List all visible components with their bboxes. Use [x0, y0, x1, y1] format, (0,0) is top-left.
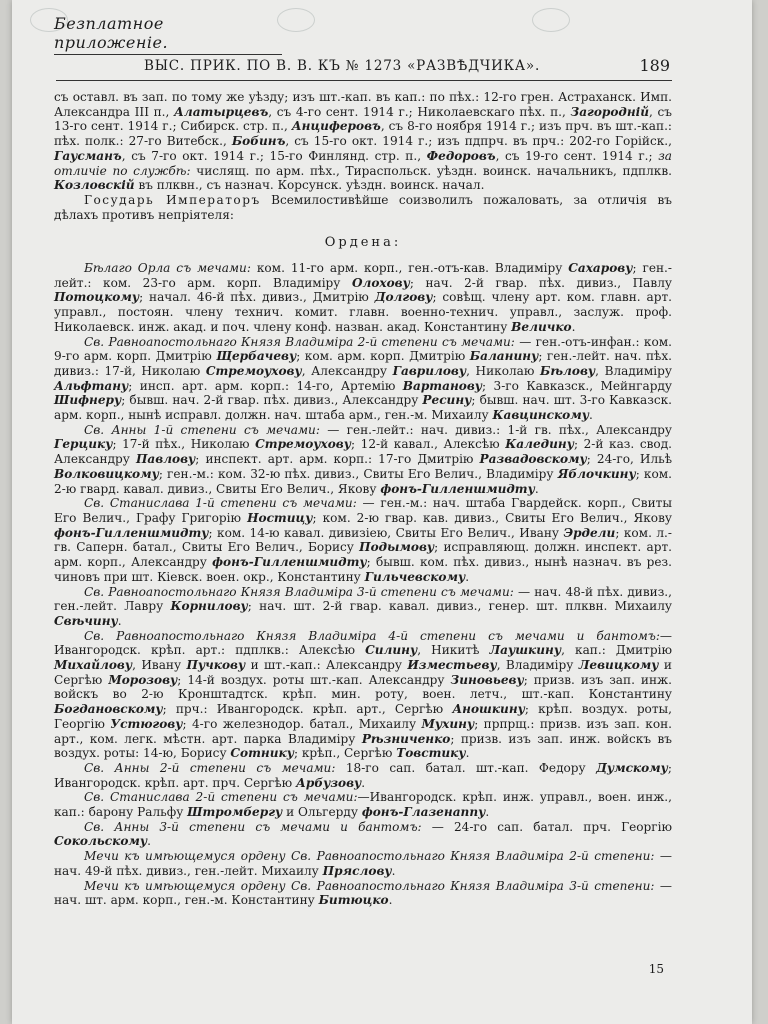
surname-bold: Загородній [570, 104, 650, 119]
surname-bold: Битюцко [318, 893, 389, 908]
text-run: ; ген.-лейт.: ком. 23-го арм. корп. Владимiру [54, 261, 672, 290]
surname-bold: Яблочкину [557, 466, 636, 481]
order-entry [54, 790, 672, 819]
text-run: ; 3-го Кавказск., Мейнгарду [482, 378, 673, 393]
surname-bold: Лаушкину [489, 643, 562, 658]
order-entry [54, 261, 672, 335]
italic-phrase: Св. Равноапостольнаго Князя Владимiра 2-й степени съ мечами: [84, 334, 515, 349]
surname-bold: фонъ-Глазенаппу [361, 805, 486, 820]
surname-bold: Баланину [469, 349, 539, 364]
surname-bold: Ностицу [247, 510, 313, 525]
text-run: . [147, 834, 151, 849]
text-run: . [571, 319, 576, 334]
text-run: и Сергѣю [54, 658, 672, 687]
order-entry [54, 629, 672, 761]
text-run: ; ген.-лейт. нач. пѣх. дивиз.: 17-й, Николаю [54, 349, 672, 378]
text-run: , съ 4-го сент. 1914 г.; Николаевскаго пѣх. п., [268, 104, 571, 119]
order-entry [54, 335, 672, 423]
surname-bold: Силину [365, 643, 418, 658]
surname-bold: Олохову [351, 275, 410, 290]
surname-bold: Михайлову [54, 658, 133, 673]
surname-bold: Щербачеву [216, 349, 297, 364]
surname-bold: Федоровъ [426, 148, 496, 163]
surname-bold: Потоцкому [54, 290, 140, 305]
text-run: . [465, 569, 470, 584]
surname-bold: Ресину [422, 393, 472, 408]
text-run: ком. 11-го арм. корп., ген.-отъ-кав. Владимiру [250, 261, 569, 276]
text-run: ; бывш. ком. пѣх. дивиз., нынѣ назнач. въ рез. чиновъ при шт. Кiевск. воен. окр., Константину [54, 555, 672, 584]
surname-bold: Арбузову [296, 775, 362, 790]
text-run: . [588, 408, 593, 423]
decree-paragraph [54, 193, 672, 222]
text-run: —Ивангородск. крѣп. инж. управл., воен. инж., кап.: барону Ральфу [54, 790, 672, 820]
italic-phrase: Св. Равноапостольнаго Князя Владимiра 3-й степени съ мечами: [84, 584, 514, 599]
italic-phrase: за отличiе по службѣ: [54, 148, 672, 178]
surname-bold: Мухину [421, 716, 475, 731]
surname-bold: Вартанову [402, 378, 483, 393]
italic-phrase: Мечи къ имѣющемуся ордену Св. Равноапостольнаго Князя Владимiра 3-й степени: [84, 878, 655, 893]
text-run: ; бывш. нач. шт. 3-го Кавказск. арм. корп., нынѣ исправл. должн. нач. штаба арм., ген.-м. Михаилу [54, 393, 672, 423]
text-run: . [465, 746, 470, 761]
order-entry [54, 820, 672, 849]
text-run: ; призв. изъ зап. инж. войскъ во 2-ю Кронштадтск. крѣп. мин. роту, воен. летч., шт.-кап. Константину [54, 672, 673, 702]
orders-list [54, 261, 672, 908]
text-run: — нач. 49-й пѣх. дивиз., ген.-лейт. Михаилу [54, 849, 672, 878]
footer-page-number: 15 [648, 962, 664, 976]
surname-bold: Изместьеву [407, 658, 497, 673]
surname-bold: Гаврилову [392, 363, 467, 378]
text-run: — нач. шт. арм. корп., ген.-м. Константину [54, 878, 672, 908]
text-run: ; ком. 2-ю гвар. кав. дивиз., Свиты Его Велич., Якову [312, 510, 672, 525]
library-stamp-mark [277, 8, 315, 32]
text-run: ; нач. шт. 2-й гвар. кавал. дивиз., генер. шт. плквн. Михаилу [247, 599, 672, 614]
surname-bold: Левицкому [578, 658, 659, 673]
text-run: , Александру [301, 363, 393, 378]
surname-bold: Морозову [108, 672, 178, 687]
italic-phrase: Св. Анны 1-й степени съ мечами: [84, 422, 320, 437]
text-run: ; ген.-м.: ком. 32-ю пѣх. дивиз., Свиты Его Велич., Владимiру [158, 466, 558, 481]
order-entry [54, 761, 672, 790]
text-run: ; бывш. нач. 2-й гвар. пѣх. дивиз., Александру [121, 393, 423, 408]
text-run: . [391, 863, 396, 878]
surname-bold: Герцику [54, 437, 113, 452]
surname-bold: Кавцинскому [492, 408, 589, 423]
text-run: ; исправляющ. должн. инспект. арт. арм. корп., Александру [54, 540, 672, 570]
header-rule [56, 80, 672, 81]
surname-bold: Стремоухову [255, 437, 351, 452]
text-run: ; 2-й каз. свод. Александру [54, 437, 672, 467]
surname-bold: Каледину [505, 437, 574, 452]
text-run: ; инсп. арт. арм. корп.: 14-го, Артемiю [128, 378, 403, 393]
text-run: , Николаю [466, 363, 541, 378]
text-run: въ плквн., съ назнач. Корсунск. уѣздн. воинск. начал. [134, 178, 485, 193]
text-run: ; крѣп. воздух. роты, Георгiю [54, 702, 672, 731]
text-run: 18-го сап. батал. шт.-кап. Федору [335, 760, 597, 775]
text-run: , съ 7-го окт. 1914 г.; 15-го Финлянд. стр. п., [121, 148, 427, 163]
surname-bold: Шифнеру [54, 393, 122, 408]
text-run: ; 14-й воздух. роты шт.-кап. Александру [177, 672, 451, 687]
surname-bold: фонъ-Гилленшмидту [54, 525, 209, 540]
text-run: ; прч.: Ивангородск. крѣп. арт., Сергѣю [162, 702, 453, 717]
text-run: — ген.-отъ-инфан.: ком. 9-го арм. корп. Дмитрiю [54, 334, 672, 364]
text-run: и шт.-кап.: Александру [245, 658, 408, 673]
text-run: числящ. по арм. пѣх., Тираспольск. уѣздн. воинск. начальникъ, пдплкв. [190, 163, 672, 178]
surname-bold: Рѣзниченко [361, 731, 451, 746]
surname-bold: Бѣлову [540, 363, 596, 378]
surname-bold: Сахарову [568, 261, 633, 276]
surname-bold: Развадовскому [479, 452, 587, 467]
text-run: съ оставл. въ зап. по тому же уѣзду; изъ шт.-кап. въ кап.: по пѣх.: 12-го грен. Астраханск. Имп. Александра III п., [54, 90, 672, 119]
surname-bold: фонъ-Гилленшмидту [380, 481, 535, 496]
surname-bold: Гильчевскому [364, 569, 466, 584]
surname-bold: Козловскій [54, 178, 135, 193]
text-run: — нач. 48-й пѣх. дивиз., ген.-лейт. Лавру [54, 584, 672, 614]
surname-bold: Пряслову [322, 863, 392, 878]
surname-bold: Аношкину [452, 702, 525, 717]
section-title: Ордена: [324, 235, 402, 251]
italic-phrase: Св. Анны 2-й степени съ мечами: [84, 760, 336, 775]
text-run: . [117, 613, 122, 628]
italic-phrase: Св. Станислава 2-й степени съ мечами: [84, 790, 358, 805]
text-run: и Ольгерду [282, 805, 362, 820]
text-run: ; начал. 46-й пѣх. дивиз., Дмитрiю [139, 290, 375, 305]
surname-bold: Бобинъ [231, 134, 286, 149]
text-run: ; ком. 2-ю гвард. кавал. дивиз., Свиты Его Велич., Якову [54, 466, 672, 496]
text-run: ; ком. арм. корп. Дмитрiю [296, 349, 470, 364]
text-run: , съ 8-го ноября 1914 г.; изъ прч. въ шт.-кап.: пѣх. полк.: 27-го Витебск., [54, 119, 672, 149]
text-run: , Владимiру [595, 363, 672, 378]
surname-bold: фонъ-Гилленшмидту [212, 555, 367, 570]
text-run: — Ивангородск. крѣп. арт.: пдплкв.: Алексѣю [54, 628, 672, 658]
text-run: Всемилостивѣйше соизволилъ пожаловать, за отличiя въ дѣлахъ противъ непрiятеля: [54, 192, 672, 222]
surname-bold: Устюгову [110, 716, 183, 731]
text-run: ; нач. 2-й гвар. пѣх. дивиз., Павлу [409, 275, 672, 290]
surname-bold: Товстику [396, 746, 466, 761]
order-entry [54, 423, 672, 497]
text-run: . [534, 481, 539, 496]
italic-phrase: Бѣлаго Орла съ мечами: [84, 261, 251, 276]
text-run: , Никитѣ [417, 643, 490, 658]
text-run: ; крѣп., Сергѣю [293, 746, 397, 761]
order-entry [54, 879, 672, 908]
text-run: , кап.: Дмитрiю [561, 643, 672, 658]
italic-phrase: Св. Анны 3-й степени съ мечами и бантомъ: [84, 819, 422, 834]
italic-phrase: Св. Равноапостольнаго Князя Владимiра 4-й степени съ мечами и бантомъ: [84, 628, 660, 643]
surname-bold: Зиновьеву [450, 672, 524, 687]
text-run: ; ком. л.-гв. Саперн. батал., Свиты Его Велич., Борису [54, 525, 672, 555]
text-run: — ген.-м.: нач. штаба Гвардейск. корп., Свиты Его Велич., Графу Григорiю [54, 496, 672, 525]
text-run: ; 4-го железнодор. батал., Михаилу [182, 716, 422, 731]
surname-bold: Павлову [135, 452, 196, 467]
text-run: , Владимiру [496, 658, 579, 673]
text-run: ; 24-го, Ильѣ [586, 452, 673, 467]
text-run: — 24-го сап. батал. прч. Георгiю [421, 819, 672, 834]
surname-bold: Думскому [596, 760, 668, 775]
text-run: ; совѣщ. члену арт. ком. главн. арт. управл., постоян. члену технич. комит. главн. военно-технич. управл., заслуж. проф. Николаевск. инж. акад. и поч. члену конф. назван. акад. Константину [54, 290, 672, 334]
continuation-paragraph [54, 90, 672, 193]
surname-bold: Гаусманъ [54, 148, 122, 163]
surname-bold: Анциферовъ [291, 119, 381, 134]
surname-bold: Богдановскому [54, 702, 163, 717]
surname-bold: Сотнику [230, 746, 294, 761]
surname-bold: Штромбергу [187, 805, 283, 820]
surname-bold: Свѣчину [54, 613, 118, 628]
text-run: , съ 19-го сент. 1914 г.; [495, 148, 659, 163]
body-text [54, 90, 672, 908]
running-header: ВЫС. ПРИК. ПО В. В. КЪ № 1273 «РАЗВѢДЧИКА». [144, 58, 541, 74]
text-run: ; Ивангородск. крѣп. арт. прч. Сергѣю [54, 760, 672, 790]
surname-bold: Волковицкому [54, 466, 159, 481]
surname-bold: Алатырцевъ [174, 104, 269, 119]
page-number: 189 [639, 56, 670, 75]
text-run: ; прпрщ.: призв. изъ зап. кон. арт., ком. легк. мѣстн. арт. парка Владимiру [54, 716, 673, 746]
library-stamp-mark [532, 8, 570, 32]
surname-bold: Долгову [374, 290, 433, 305]
text-run: . [388, 893, 393, 908]
document-page [12, 0, 752, 1024]
text-run: ; 12-й кавал., Алексѣю [350, 437, 506, 452]
text-run: , Ивану [132, 658, 187, 673]
text-run: . [361, 775, 366, 790]
surname-bold: Корнилову [170, 599, 248, 614]
surname-bold: Подымову [359, 540, 435, 555]
text-run: , съ 13-го сент. 1914 г.; Сибирск. стр. п., [54, 104, 672, 134]
surname-bold: Величко [511, 319, 572, 334]
order-entry [54, 849, 672, 878]
italic-phrase: Св. Станислава 1-й степени съ мечами: [84, 496, 357, 511]
supplement-header: Безплатное приложенiе. [54, 14, 282, 55]
text-run: , съ 15-го окт. 1914 г.; изъ пдпрч. въ прч.: 202-го Горiйск., [285, 134, 672, 149]
italic-phrase: Мечи къ имѣющемуся ордену Св. Равноапостольнаго Князя Владимiра 2-й степени: [84, 849, 655, 864]
text-run: ; инспект. арт. арм. корп.: 17-го Дмитрiю [195, 452, 480, 467]
surname-bold: Пучкову [186, 658, 246, 673]
text-run: — ген.-лейт.: нач. дивиз.: 1-й гв. пѣх., Александру [319, 422, 673, 437]
spaced-phrase: Государь Императоръ [84, 192, 261, 207]
surname-bold: Сокольскому [54, 834, 148, 849]
text-run: ; призв. изъ зап. инж. войскъ въ воздух. роты: 14-ю, Борису [54, 731, 672, 761]
text-run: . [485, 805, 490, 820]
text-run: ; 17-й пѣх., Николаю [112, 437, 256, 452]
text-run: ; ком. 14-ю кавал. дивизiею, Свиты Его Велич., Ивану [208, 525, 564, 540]
surname-bold: Стремоухову [205, 363, 302, 378]
surname-bold: Эрдели [563, 525, 616, 540]
surname-bold: Альфтану [54, 378, 129, 393]
order-entry [54, 496, 672, 584]
order-entry [54, 585, 672, 629]
